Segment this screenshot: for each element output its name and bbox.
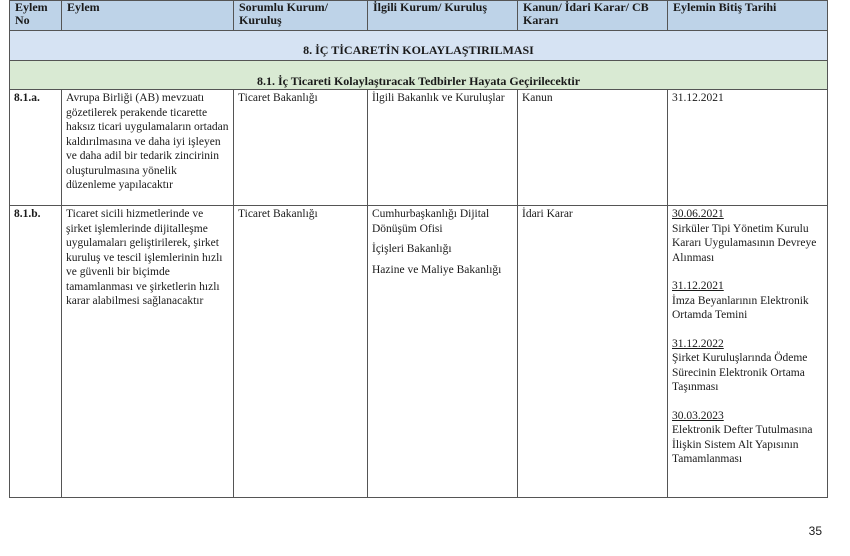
milestone [672, 337, 823, 395]
ilgili-kurum: Hazine ve Maliye Bakanlığı [372, 263, 502, 276]
milestone-date: 30.06.2021 [672, 208, 724, 220]
milestone-date: 30.03.2023 [672, 409, 724, 422]
milestone [672, 207, 823, 265]
milestone-desc: İmza Beyanlarının Elektronik Ortamda Temini [672, 294, 809, 321]
section-title: 8. İÇ TİCARETİN KOLAYLAŞTIRILMASI [10, 31, 828, 61]
row-number: 8.1.a. [10, 90, 62, 206]
subsection-title: 8.1. İç Ticareti Kolaylaştıracak Tedbirler Hayata Geçirilecektir [10, 61, 828, 90]
header-eylem-no: Eylem No [10, 1, 62, 31]
milestone-desc: Elektronik Defter Tutulmasına İlişkin Sistem Alt Yapısının Tamamlanması [672, 424, 813, 465]
milestone-date: 31.12.2022 [672, 337, 724, 350]
subsection-row [10, 61, 828, 90]
header-eylem: Eylem [62, 1, 234, 31]
milestone-desc: Şirket Kuruluşlarında Ödeme Sürecinin Elektronik Ortama Taşınması [672, 352, 808, 393]
row-number: 8.1.b. [10, 206, 62, 498]
ilgili-kurum: Cumhurbaşkanlığı Dijital Dönüşüm Ofisi [372, 208, 490, 235]
header-bitis: Eylemin Bitiş Tarihi [668, 1, 828, 31]
row-kanun: Kanun [518, 90, 668, 206]
ilgili-kurum: İlgili Bakanlık ve Kuruluşlar [372, 92, 505, 104]
page-number: 35 [808, 524, 822, 538]
row-bitis [668, 206, 828, 498]
row-bitis [668, 90, 828, 206]
table-row [10, 90, 828, 206]
row-ilgili [368, 90, 518, 206]
milestone [672, 409, 823, 467]
milestone-date: 31.12.2021 [672, 280, 724, 292]
row-sorumlu: Ticaret Bakanlığı [234, 90, 368, 206]
bitis-date: 31.12.2021 [672, 92, 724, 104]
row-eylem: Avrupa Birliği (AB) mevzuatı gözetilerek perakende ticarette haksız ticari uygulamaların ortadan kaldırılmasına ve daha iyi işleyen ve daha adil bir tedarik zincirinin oluşturulmasına yönelik düzenleme yapılacaktır [62, 90, 234, 206]
milestone [672, 279, 823, 323]
action-plan-table [9, 0, 828, 498]
header-kanun: Kanun/ İdari Karar/ CB Kararı [518, 1, 668, 31]
row-kanun: İdari Karar [518, 206, 668, 498]
row-sorumlu: Ticaret Bakanlığı [234, 206, 368, 498]
row-ilgili [368, 206, 518, 498]
header-sorumlu: Sorumlu Kurum/ Kuruluş [234, 1, 368, 31]
ilgili-kurum: İçişleri Bakanlığı [372, 243, 452, 255]
section-row [10, 31, 828, 61]
header-ilgili: İlgili Kurum/ Kuruluş [368, 1, 518, 31]
table-row [10, 206, 828, 498]
milestone-desc: Sirküler Tipi Yönetim Kurulu Kararı Uygulamasının Devreye Alınması [672, 222, 817, 264]
row-eylem: Ticaret sicili hizmetlerinde ve şirket işlemlerinde dijitalleşme uygulamaları geliştirilerek, şirket kuruluş ve tescil işlemlerinin hızlı ve güvenli bir biçimde tamamlanması ve şirketlerin hızlı karar alabilmesi sağlanacaktır [62, 206, 234, 498]
header-row [10, 1, 828, 31]
